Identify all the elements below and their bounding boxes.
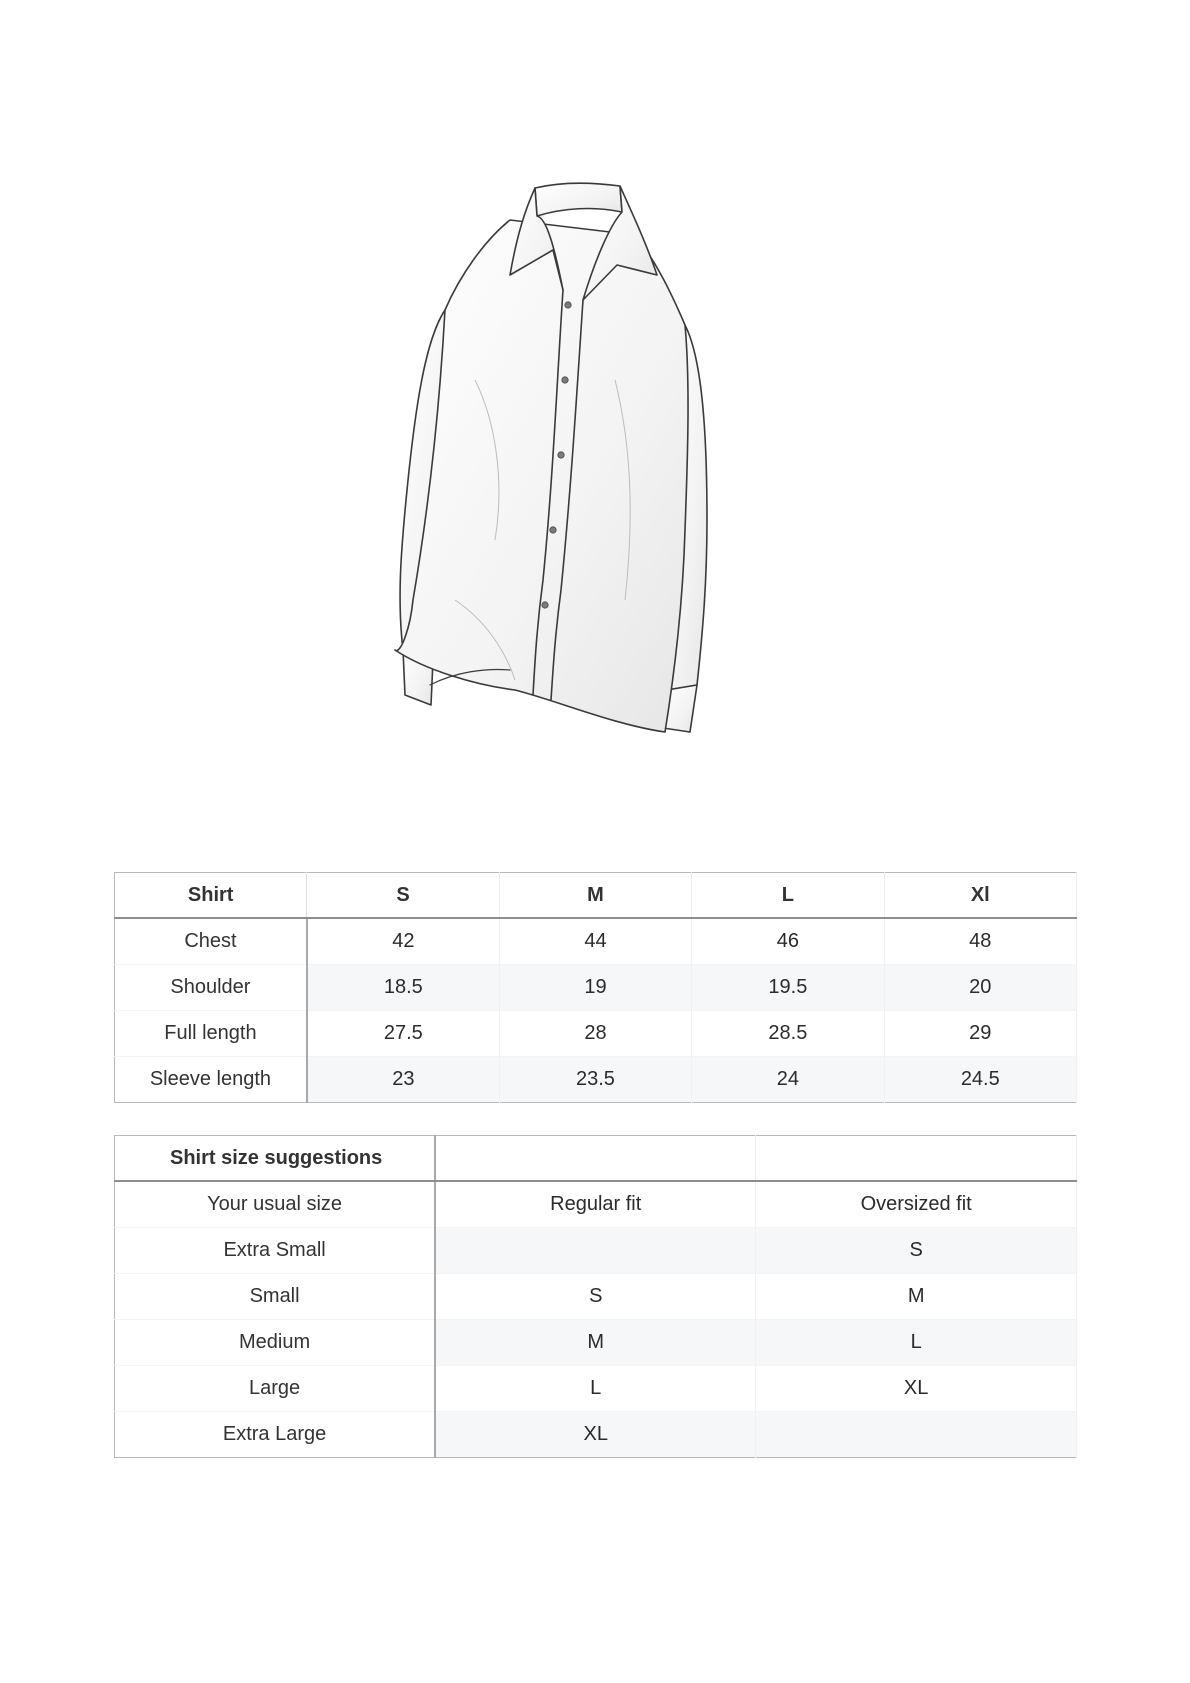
shirt-body <box>395 220 688 732</box>
suggestions-header-row <box>115 1136 1077 1182</box>
table-row <box>115 1181 1077 1228</box>
oversized-fit-cell: S <box>756 1228 1077 1274</box>
oversized-fit-cell: XL <box>756 1366 1077 1412</box>
table-cell: 18.5 <box>307 965 499 1011</box>
row-label-sleeve-length: Sleeve length <box>115 1057 307 1103</box>
regular-fit-cell: L <box>435 1366 756 1412</box>
collar-band <box>535 183 622 216</box>
oversized-fit-cell <box>756 1412 1077 1458</box>
table-cell: 29 <box>884 1011 1076 1057</box>
shirt-button <box>542 602 548 608</box>
table-row <box>115 1228 1077 1274</box>
table-cell: 46 <box>692 918 884 965</box>
table-cell: 27.5 <box>307 1011 499 1057</box>
corner-label: Shirt <box>115 873 307 919</box>
usual-size-label: Extra Large <box>115 1412 436 1458</box>
table-cell: 28 <box>499 1011 691 1057</box>
table-cell: 19.5 <box>692 965 884 1011</box>
suggestions-title: Shirt size suggestions <box>115 1136 436 1182</box>
table-row <box>115 1412 1077 1458</box>
usual-size-label: Medium <box>115 1320 436 1366</box>
blank-header <box>435 1136 756 1182</box>
oversized-fit-cell: M <box>756 1274 1077 1320</box>
oversized-fit-cell: L <box>756 1320 1077 1366</box>
usual-size-label: Small <box>115 1274 436 1320</box>
table-cell: 24 <box>692 1057 884 1103</box>
shirt-button <box>562 377 568 383</box>
col-header-usual-size: Your usual size <box>115 1181 436 1228</box>
table-cell: 44 <box>499 918 691 965</box>
measurements-table <box>114 872 1077 1103</box>
table-row <box>115 1011 1077 1057</box>
row-label-shoulder: Shoulder <box>115 965 307 1011</box>
row-label-full-length: Full length <box>115 1011 307 1057</box>
table-cell: 48 <box>884 918 1076 965</box>
table-cell: 23.5 <box>499 1057 691 1103</box>
size-header-l: L <box>692 873 884 919</box>
table-row <box>115 1057 1077 1103</box>
table-row <box>115 1320 1077 1366</box>
shirt-button <box>550 527 556 533</box>
blank-header <box>756 1136 1077 1182</box>
table-cell: 28.5 <box>692 1011 884 1057</box>
col-header-oversized-fit: Oversized fit <box>756 1181 1077 1228</box>
size-header-s: S <box>307 873 499 919</box>
regular-fit-cell: S <box>435 1274 756 1320</box>
usual-size-label: Extra Small <box>115 1228 436 1274</box>
size-header-m: M <box>499 873 691 919</box>
shirt-illustration <box>385 180 775 740</box>
regular-fit-cell: XL <box>435 1412 756 1458</box>
col-header-regular-fit: Regular fit <box>435 1181 756 1228</box>
shirt-button <box>565 302 571 308</box>
usual-size-label: Large <box>115 1366 436 1412</box>
regular-fit-cell: M <box>435 1320 756 1366</box>
size-suggestions-table <box>114 1135 1077 1458</box>
table-row <box>115 918 1077 965</box>
table-row <box>115 965 1077 1011</box>
shirt-button <box>558 452 564 458</box>
row-label-chest: Chest <box>115 918 307 965</box>
table-row <box>115 1274 1077 1320</box>
table-row <box>115 1366 1077 1412</box>
regular-fit-cell <box>435 1228 756 1274</box>
table-cell: 42 <box>307 918 499 965</box>
table-cell: 23 <box>307 1057 499 1103</box>
table-cell: 19 <box>499 965 691 1011</box>
table-cell: 20 <box>884 965 1076 1011</box>
table-cell: 24.5 <box>884 1057 1076 1103</box>
measurements-header-row <box>115 873 1077 919</box>
size-header-xl: Xl <box>884 873 1076 919</box>
